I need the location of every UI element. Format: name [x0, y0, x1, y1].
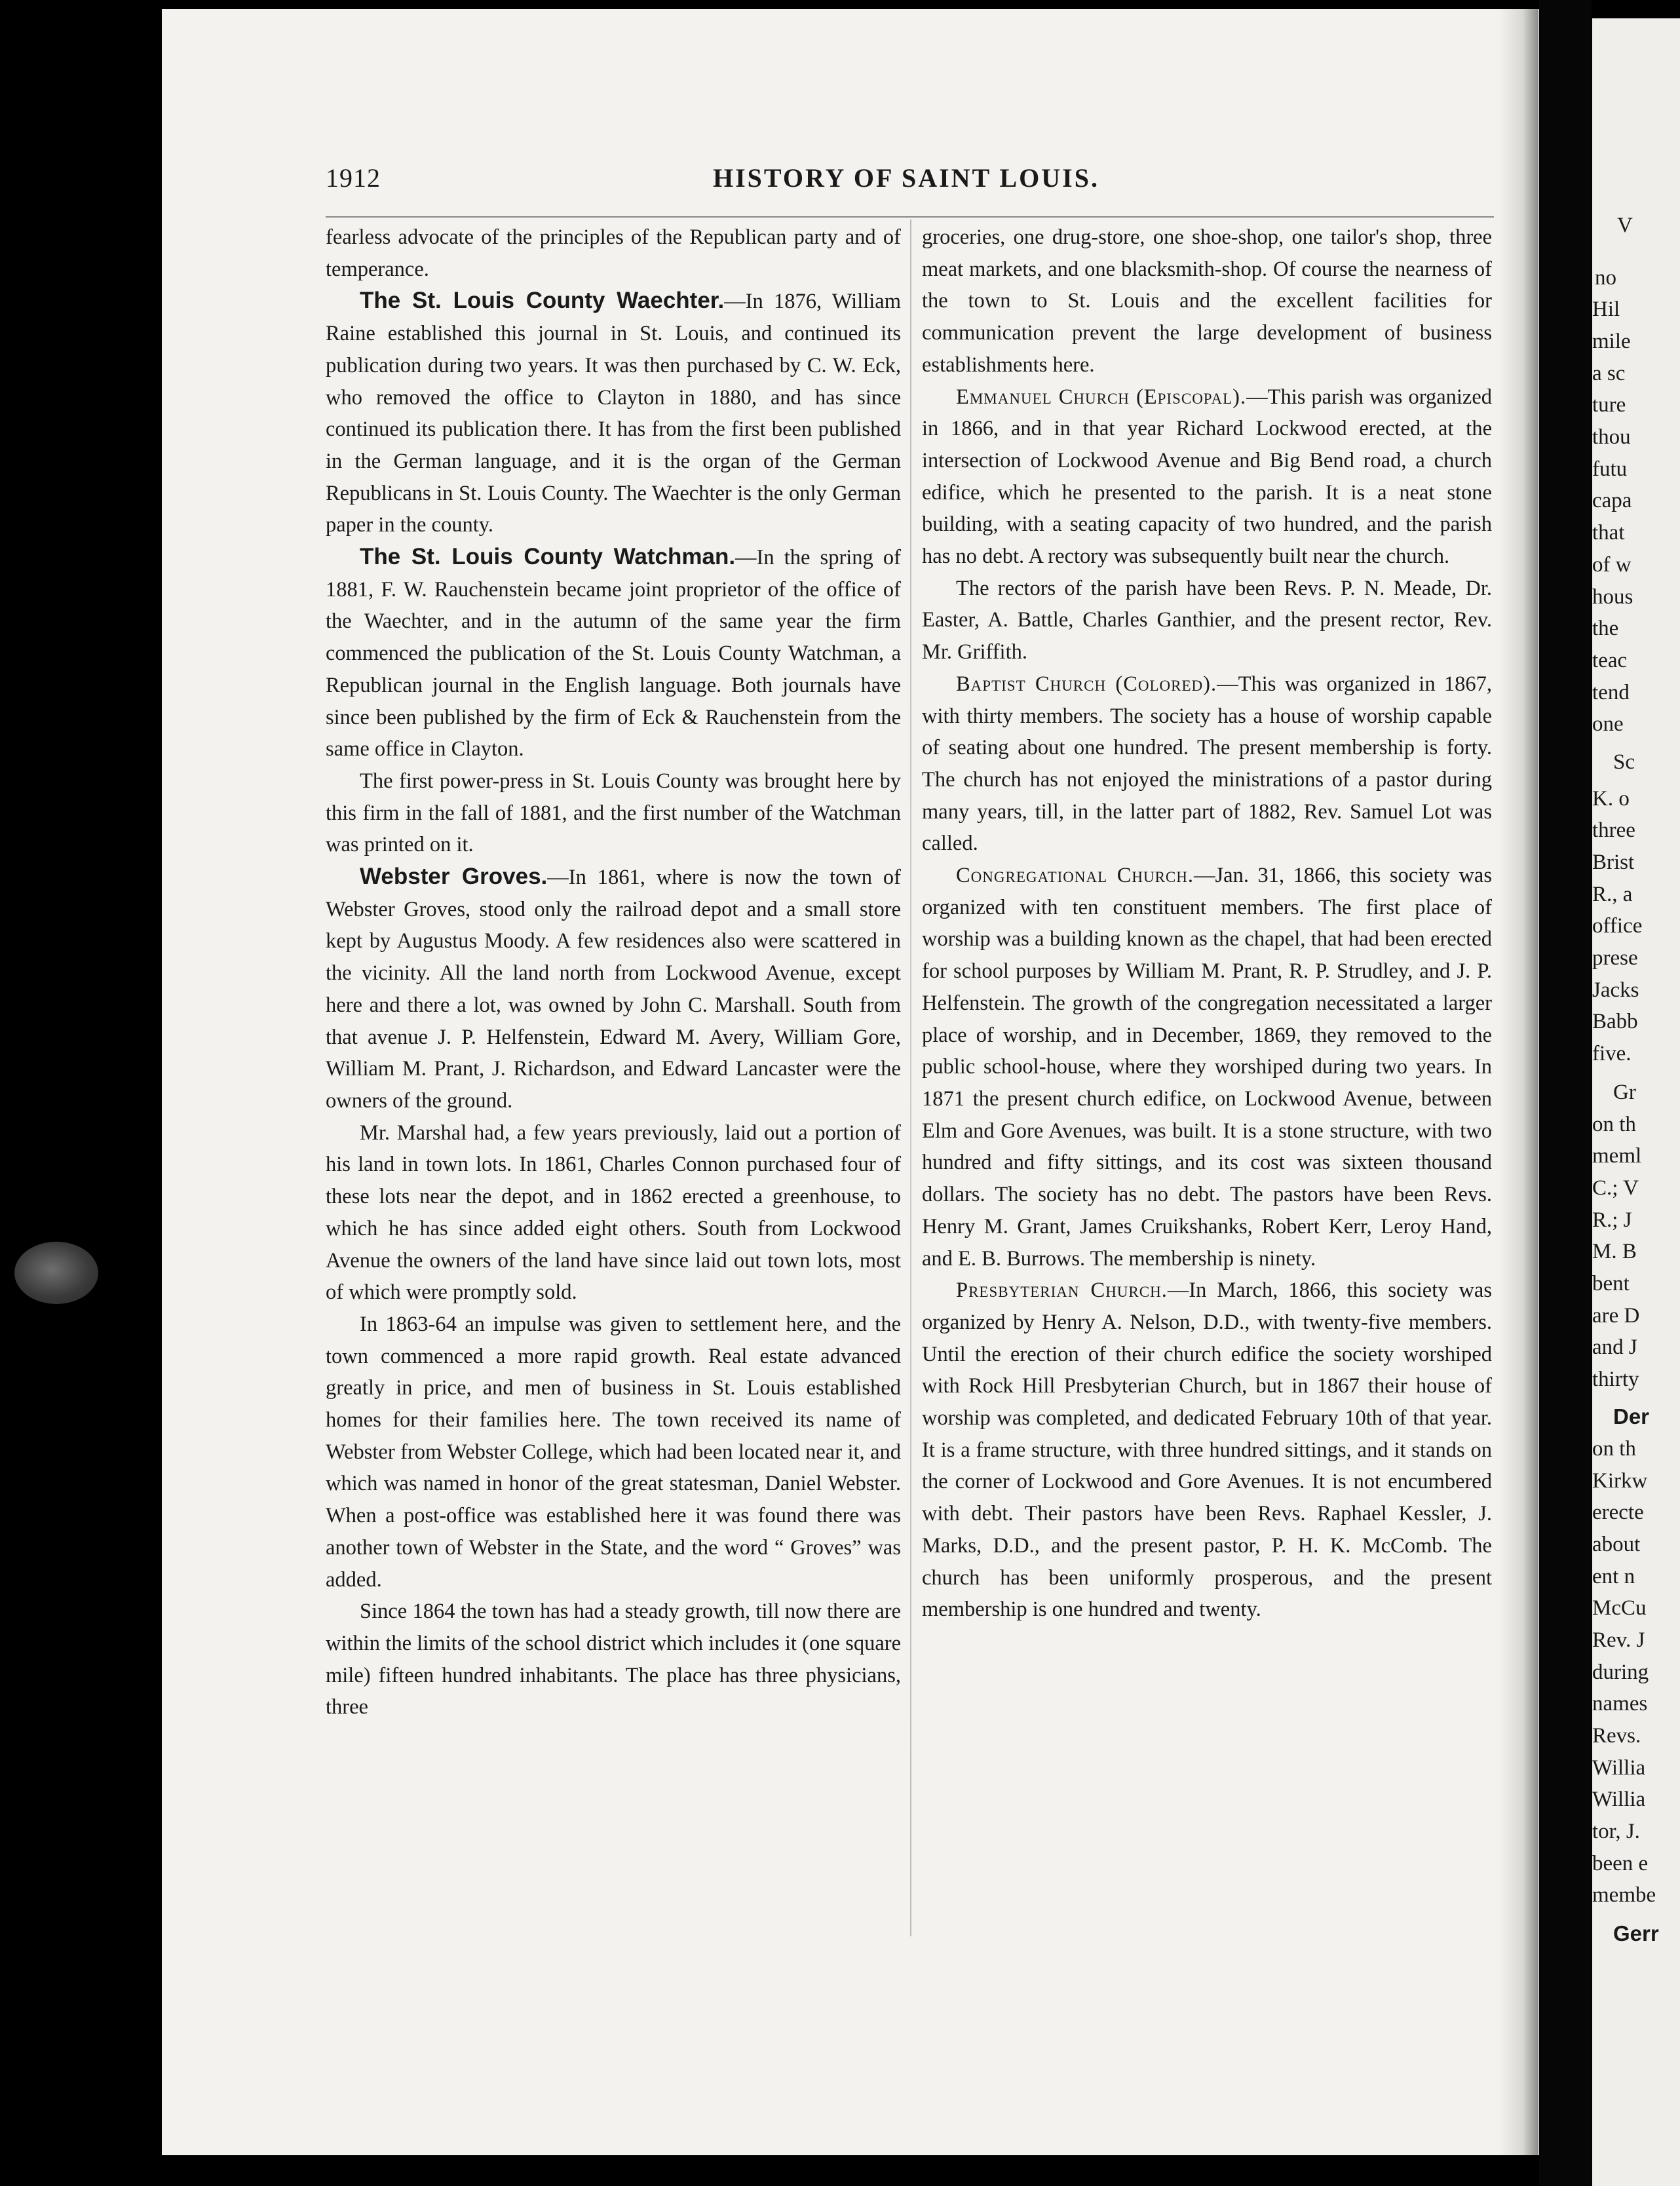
section-heading: Baptist Church (Colored). [956, 672, 1217, 696]
facing-page-fragment: Revs. [1592, 1724, 1641, 1748]
gutter-shadow [1499, 9, 1538, 2155]
facing-page-fragment: mile [1592, 330, 1631, 353]
paragraph-text: —This parish was organized in 1866, and in that year Richard Lockwood erected, at the intersection of Lockwood Avenue and Big Bend road, a church edifice, which he presented to the parish. It is a neat stone building, with a seating capacity of two hundred, and the parish has no debt. A rectory was subsequently built near the church. [922, 385, 1493, 569]
facing-page-fragment: McCu [1592, 1596, 1647, 1620]
facing-page-fragment: thirty [1592, 1368, 1639, 1391]
section-heading: Congregational Church. [956, 864, 1194, 888]
facing-page-fragment: on th [1592, 1113, 1636, 1136]
paragraph-text: groceries, one drug-store, one shoe-shop, one tailor's shop, three meat markets, and one blacksmith-shop. Of course the nearness of the town to St. Louis and the excellent facilities for communication prevent the large development of business establishments here. [922, 225, 1492, 377]
section-heading: Emmanuel Church (Episcopal). [956, 385, 1247, 409]
paragraph-text: The first power-press in St. Louis County was brought here by this firm in the fall of 1881, and the first number of the Watchman was printed on it. [326, 769, 901, 857]
facing-page-fragment: of w [1592, 553, 1632, 577]
paragraph [922, 860, 1492, 1275]
paragraph-text: The rectors of the parish have been Revs. P. N. Meade, Dr. Easter, A. Battle, Charles Ganthier, and the present rector, Rev. Mr. Griffith. [922, 576, 1492, 664]
facing-page-fragment: meml [1592, 1144, 1642, 1168]
paragraph-text: Since 1864 the town has had a steady growth, till now there are within the limits of the school district which includes it (one square mile) fifteen hundred inhabitants. The place has three physicians, three [326, 1600, 901, 1719]
facing-page-fragment: been e [1592, 1852, 1649, 1875]
facing-page-fragment: membe [1592, 1883, 1656, 1907]
facing-page-fragment: the [1592, 617, 1619, 640]
facing-page-fragment: ent n [1592, 1565, 1635, 1588]
page-number: 1912 [326, 163, 381, 193]
facing-page-fragment: no [1595, 266, 1616, 290]
running-title: HISTORY OF SAINT LOUIS. [713, 163, 1099, 193]
facing-page-fragment: Kirkw [1592, 1469, 1648, 1493]
facing-page-fragment: bent [1592, 1272, 1630, 1295]
facing-page-fragment: Hil [1592, 297, 1620, 321]
paragraph [922, 381, 1492, 573]
facing-page-fragment: Babb [1592, 1010, 1638, 1033]
facing-page-fragment: prese [1592, 946, 1638, 970]
paragraph-text: —In 1861, where is now the town of Webster Groves, stood only the railroad depot and a small store kept by Augustus Moody. A few residences also were scattered in the vicinity. All the land north from Lockwood Avenue, except here and there a lot, was owned by John C. Marshall. South from that avenue J. P. Helfenstein, Edward M. Avery, William Gore, William M. Prant, J. Richardson, and Edward Lancaster were the owners of the ground. [326, 866, 901, 1113]
facing-page-fragment: Gr [1613, 1081, 1636, 1104]
facing-page-fragment: Sc [1613, 750, 1635, 774]
facing-page-fragment: names [1592, 1692, 1648, 1716]
facing-page-fragment: R., a [1592, 883, 1633, 906]
paragraph [326, 765, 901, 861]
paragraph [326, 861, 901, 1117]
facing-page-fragment: hous [1592, 585, 1633, 609]
paragraph [326, 1596, 901, 1723]
paragraph-text: —In 1876, William Raine established this journal in St. Louis, and continued its publication during two years. It was then purchased by C. W. Eck, who removed the office to Clayton in 1880, and has since continued its publication there. It has from the first been published in the German language, and it is the organ of the German Republicans in St. Louis County. The Waechter is the only German paper in the county. [326, 290, 901, 537]
paragraph [922, 221, 1492, 381]
facing-page-fragment: Jacks [1592, 978, 1639, 1002]
paragraph [326, 221, 901, 285]
paragraph [326, 1309, 901, 1596]
paragraph [326, 285, 901, 541]
binding-hole [14, 1242, 98, 1304]
facing-page-fragment: that [1592, 521, 1625, 545]
column-rule [910, 220, 911, 1936]
page-header [0, 163, 1680, 195]
facing-page-fragment: Der [1613, 1404, 1650, 1429]
facing-page-fragment: V [1617, 214, 1633, 237]
right-column [922, 221, 1492, 1626]
facing-page-fragment: K. o [1592, 787, 1630, 811]
facing-page-fragment: erecte [1592, 1501, 1644, 1524]
paragraph-text: —Jan. 31, 1866, this society was organized with ten constituent members. The first place of worship was a building known as the chapel, that had been erected for school purposes by William M. Prant, R. P. Strudley, and J. P. Helfenstein. The growth of the congregation necessitated a larger place of worship, and in December, 1869, they removed to the public school-house, where they worshiped during two years. In 1871 the present church edifice, on Lockwood Avenue, between Elm and Gore Avenues, was built. It is a stone structure, with two hundred and fifty sittings, and its cost was sixteen thousand dollars. The society has no debt. The pastors have been Revs. Henry M. Grant, James Cruikshanks, Robert Kerr, Leroy Hand, and E. B. Burrows. The membership is ninety. [922, 864, 1492, 1271]
facing-page-fragment: are D [1592, 1304, 1640, 1328]
facing-page-fragment: Gerr [1613, 1921, 1659, 1946]
facing-page-fragment: about [1592, 1533, 1641, 1556]
facing-page-fragment: Willia [1592, 1788, 1646, 1811]
left-column [326, 221, 901, 1723]
facing-page-fragment: office [1592, 914, 1643, 938]
paragraph-text: —This was organized in 1867, with thirty members. The society has a house of worship capable of seating about one hundred. The present membership is forty. The church has not enjoyed the ministrations of a pastor during many years, till, in the latter part of 1882, Rev. Samuel Lot was called. [922, 672, 1492, 856]
facing-page-fragment: one [1592, 712, 1624, 736]
facing-page-fragment: and J [1592, 1335, 1637, 1359]
facing-page-fragment: five. [1592, 1042, 1632, 1065]
facing-page-fragment: ture [1592, 393, 1626, 417]
paragraph-text: —In March, 1866, this society was organized by Henry A. Nelson, D.D., with twenty-five members. Until the erection of their church edifice the society worshiped with Rock Hill Presbyterian Church, but in 1867 their house of worship was completed, and dedicated February 10th of that year. It is a frame structure, with three hundred sittings, and it stands on the corner of Lockwood and Gore Avenues. It is not encumbered with debt. Their pastors have been Revs. Raphael Kessler, J. Marks, D.D., and the present pastor, P. H. K. McComb. The church has been uniformly prosperous, and the present membership is one hundred and twenty. [922, 1278, 1493, 1622]
paragraph [922, 573, 1492, 668]
facing-page-fragment: three [1592, 818, 1635, 842]
facing-page [1592, 18, 1680, 2186]
facing-page-fragment: futu [1592, 457, 1628, 481]
paragraph [922, 668, 1492, 860]
facing-page-fragment: tor, J. [1592, 1820, 1640, 1843]
section-heading: The St. Louis County Waechter. [360, 288, 725, 314]
facing-page-fragment: M. B [1592, 1240, 1637, 1263]
header-rule [326, 216, 1494, 218]
facing-page-fragment: Brist [1592, 851, 1635, 874]
paragraph-text: —In the spring of 1881, F. W. Rauchenstein became joint proprietor of the office of the Waechter, and in the autumn of the same year the firm commenced the publication of the St. Louis County Watchman, a Republican journal in the English language. Both journals have since been published by the firm of Eck & Rauchenstein from the same office in Clayton. [326, 546, 901, 761]
section-heading: Presbyterian Church. [956, 1278, 1168, 1303]
paragraph [326, 1117, 901, 1309]
facing-page-fragment: thou [1592, 425, 1631, 449]
facing-page-fragment: capa [1592, 489, 1632, 512]
paragraph-text: In 1863-64 an impulse was given to settlement here, and the town commenced a more rapid growth. Real estate advanced greatly in price, and men of business in St. Louis established homes for their families here. The town received its name of Webster from Webster College, which had been located near it, and which was named in honor of the great statesman, Daniel Webster. When a post-office was established here it was found there was another town of Webster in the State, and the word “ Groves” was added. [326, 1312, 901, 1592]
section-heading: The St. Louis County Watchman. [360, 544, 736, 570]
paragraph [922, 1275, 1492, 1626]
paragraph [326, 541, 901, 765]
facing-page-fragment: on th [1592, 1437, 1636, 1461]
facing-page-fragment: C.; V [1592, 1176, 1639, 1200]
facing-page-fragment: Rev. J [1592, 1628, 1645, 1652]
paragraph-text: fearless advocate of the principles of the Republican party and of temperance. [326, 225, 901, 281]
facing-page-fragment: Willia [1592, 1756, 1646, 1780]
facing-page-fragment: teac [1592, 649, 1628, 672]
paragraph-text: Mr. Marshal had, a few years previously, laid out a portion of his land in town lots. In 1861, Charles Connon purchased four of these lots near the depot, and in 1862 erected a greenhouse, to which he has since added eight others. South from Lockwood Avenue the owners of the land have since laid out town lots, most of which were promptly sold. [326, 1121, 901, 1305]
facing-page-fragment: R.; J [1592, 1208, 1632, 1232]
section-heading: Webster Groves. [360, 864, 548, 890]
facing-page-fragment: a sc [1592, 362, 1626, 385]
page-edge [1539, 0, 1592, 2186]
facing-page-fragment: during [1592, 1660, 1649, 1684]
facing-page-fragment: tend [1592, 681, 1630, 704]
